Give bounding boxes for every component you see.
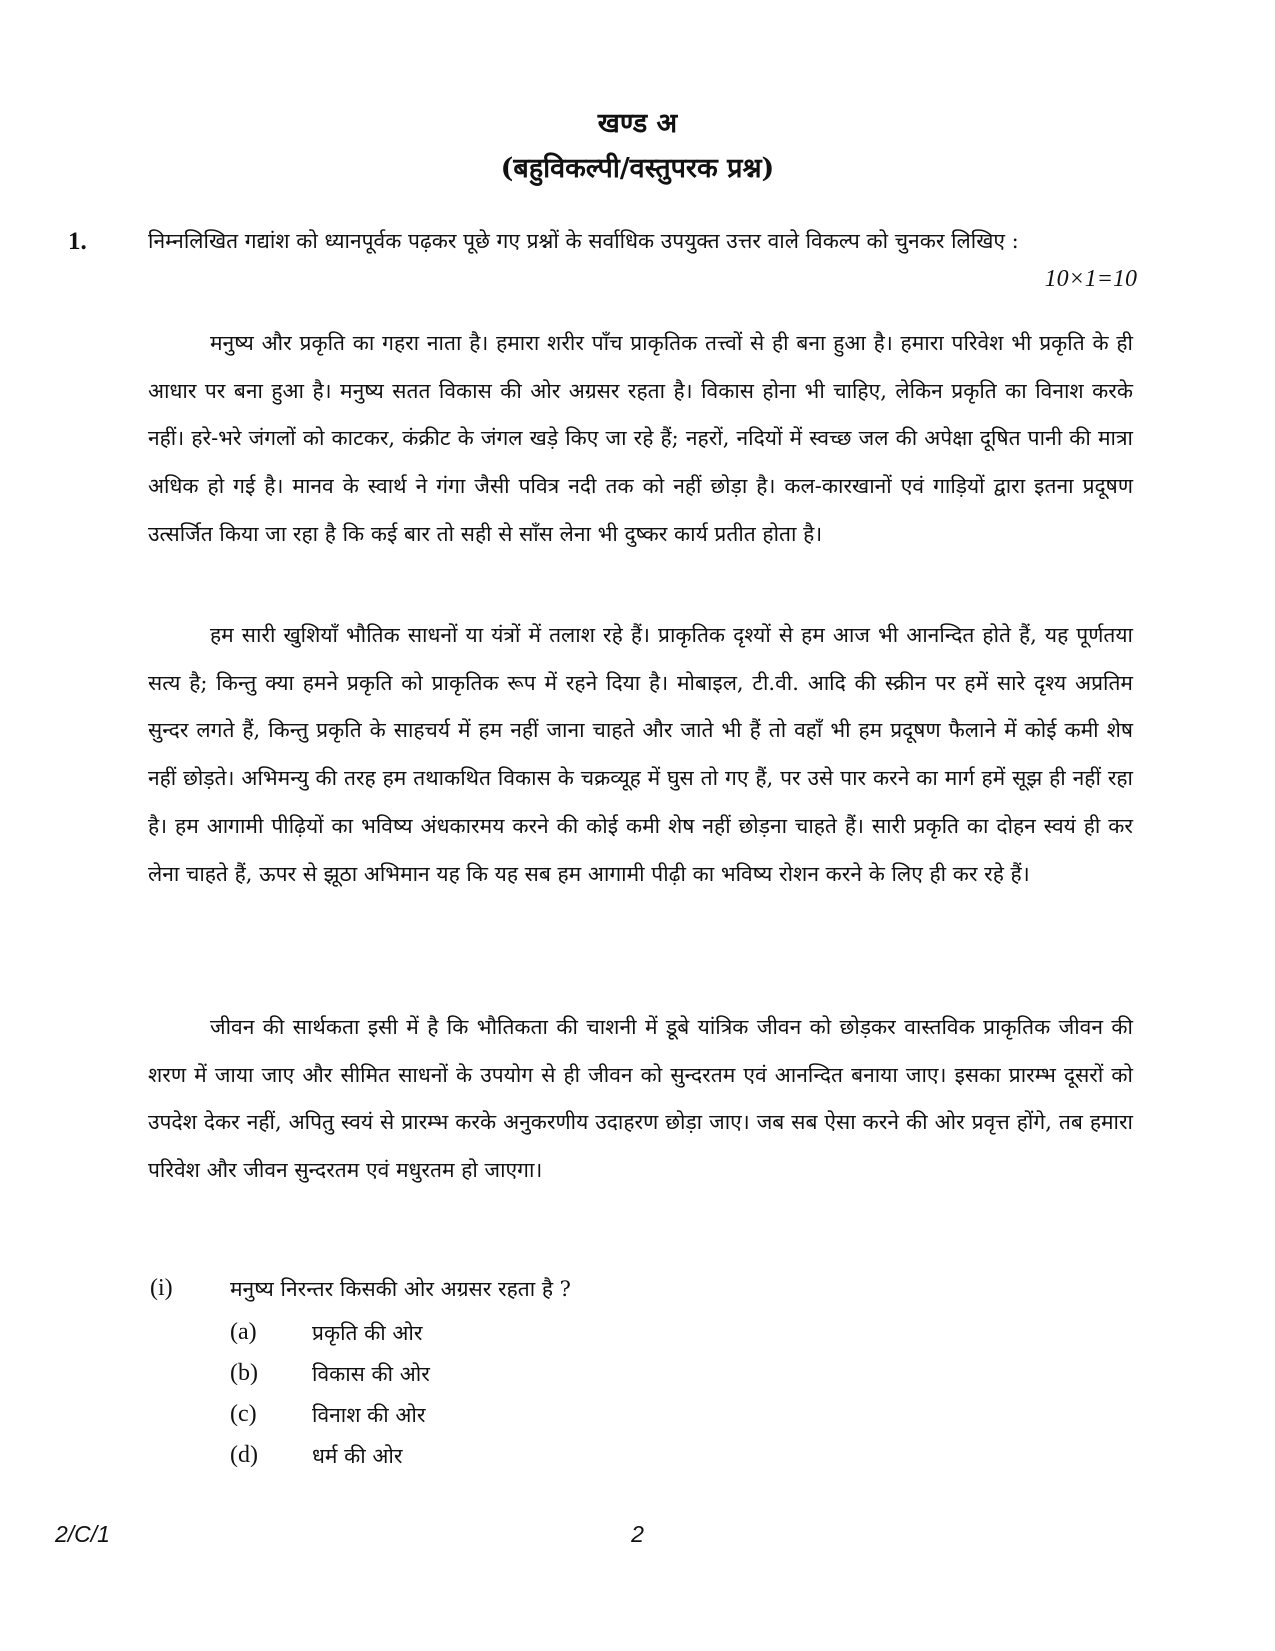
option-text-d: धर्म की ओर <box>312 1444 403 1468</box>
option-text-a: प्रकृति की ओर <box>312 1321 423 1345</box>
paper-code: 2/C/1 <box>55 1521 110 1547</box>
section-title: खण्ड अ <box>597 108 678 139</box>
option-label-b: (b) <box>230 1360 258 1386</box>
passage-paragraph-1: मनुष्य और प्रकृति का गहरा नाता है। हमारा शरीर पाँच प्राकृतिक तत्त्वों से ही बना हुआ है। हमारा परिवेश भी प्रकृति के ही आधार पर बना हुआ है। मनुष्य सतत विकास की ओर अग्रसर रहता है। विकास होना भी चाहिए, लेकिन प्रकृति का विनाश करके नहीं। हरे-भरे जंगलों को काटकर, कंक्रीट के जंगल खड़े किए जा रहे हैं; नहरों, नदियों में स्वच्छ जल की अपेक्षा दूषित पानी की मात्रा अधिक हो गई है। मानव के स्वार्थ ने गंगा जैसी पवित्र नदी तक को नहीं छोड़ा है। कल-कारखानों एवं गाड़ियों द्वारा इतना प्रदूषण उत्सर्जित किया जा रहा है कि कई बार तो सही से साँस लेना भी दुष्कर कार्य प्रतीत होता है। <box>148 331 1133 546</box>
page-number: 2 <box>631 1521 644 1547</box>
sub-question-text: मनुष्य निरन्तर किसकी ओर अग्रसर रहता है ? <box>230 1277 571 1301</box>
passage-paragraph-3: जीवन की सार्थकता इसी में है कि भौतिकता की चाशनी में डूबे यांत्रिक जीवन को छोड़कर वास्तविक प्राकृतिक जीवन की शरण में जाया जाए और सीमित साधनों के उपयोग से ही जीवन को सुन्दरतम एवं आनन्दित बनाया जाए। इसका प्रारम्भ दूसरों को उपदेश देकर नहीं, अपितु स्वयं से प्रारम्भ करके अनुकरणीय उदाहरण छोड़ा जाए। जब सब ऐसा करने की ओर प्रवृत्त होंगे, तब हमारा परिवेश और जीवन सुन्दरतम एवं मधुरतम हो जाएगा। <box>148 1015 1133 1183</box>
question-marks: 10×1=10 <box>1044 266 1137 292</box>
sub-question-label: (i) <box>150 1275 173 1301</box>
section-subtitle: (बहुविकल्पी/वस्तुपरक प्रश्न) <box>500 153 775 184</box>
question-number: 1. <box>68 228 87 255</box>
passage-paragraph-2: हम सारी खुशियाँ भौतिक साधनों या यंत्रों में तलाश रहे हैं। प्राकृतिक दृश्यों से हम आज भी आनन्दित होते हैं, यह पूर्णतया सत्य है; किन्तु क्या हमने प्रकृति को प्राकृतिक रूप में रहने दिया है। मोबाइल, टी.वी. आदि की स्क्रीन पर हमें सारे दृश्य अप्रतिम सुन्दर लगते हैं, किन्तु प्रकृति के साहचर्य में हम नहीं जाना चाहते और जाते भी हैं तो वहाँ भी हम प्रदूषण फैलाने में कोई कमी शेष नहीं छोड़ते। अभिमन्यु की तरह हम तथाकथित विकास के चक्रव्यूह में घुस तो गए हैं, पर उसे पार करने का मार्ग हमें सूझ ही नहीं रहा है। हम आगामी पीढ़ियों का भविष्य अंधकारमय करने की कोई कमी शेष नहीं छोड़ना चाहते हैं। सारी प्रकृति का दोहन स्वयं ही कर लेना चाहते हैं, ऊपर से झूठा अभिमान यह कि यह सब हम आगामी पीढ़ी का भविष्य रोशन करने के लिए ही कर रहे हैं। <box>148 623 1133 886</box>
option-label-d: (d) <box>230 1442 258 1468</box>
question-instruction: निम्नलिखित गद्यांश को ध्यानपूर्वक पढ़कर पूछे गए प्रश्नों के सर्वाधिक उपयुक्त उत्तर वाले विकल्प को चुनकर लिखिए : <box>148 229 1019 253</box>
option-label-c: (c) <box>230 1401 257 1427</box>
option-label-a: (a) <box>230 1319 257 1345</box>
option-text-b: विकास की ओर <box>312 1362 430 1386</box>
option-text-c: विनाश की ओर <box>312 1403 426 1427</box>
